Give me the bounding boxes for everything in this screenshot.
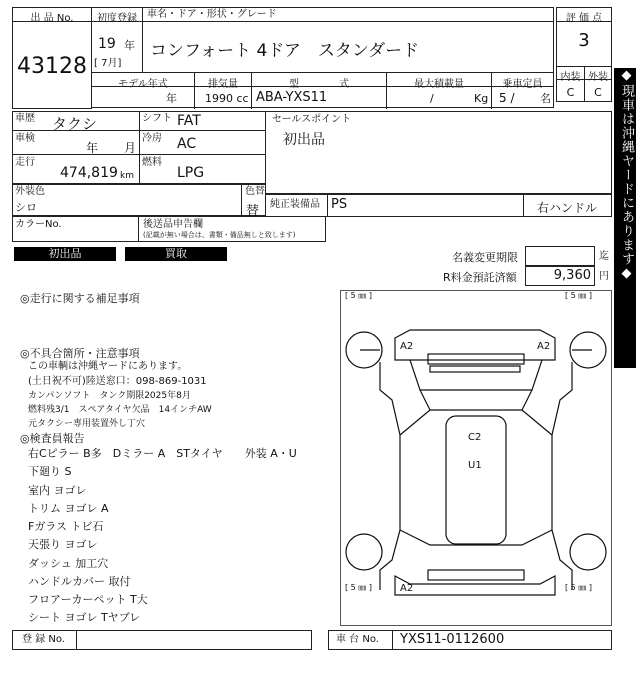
front-right-mark: A2 xyxy=(537,341,551,352)
score-label: 評 価 点 xyxy=(565,13,603,24)
ac-label: 冷房 xyxy=(142,133,162,144)
inspector-line: 天張り ヨゴレ xyxy=(28,538,98,551)
mileage-value: 474,819 xyxy=(60,165,118,181)
color-box xyxy=(12,184,266,216)
interior-grade: C xyxy=(566,86,575,99)
capacity-unit: 名 xyxy=(540,92,551,105)
equipment-value: PS xyxy=(331,197,348,212)
rear-left-mark: A2 xyxy=(400,583,414,594)
color-change-label: 色替 xyxy=(245,186,265,197)
defect-line: カンパンソフト タンク期限2025年8月 xyxy=(28,391,191,401)
score-value: 3 xyxy=(578,30,590,51)
shift-label: シフト xyxy=(142,113,172,124)
car-outline-diagram xyxy=(340,290,612,626)
inspector-line: ハンドルカバー 取付 xyxy=(28,575,131,588)
inspector-line: Fガラス トビ石 xyxy=(28,520,104,533)
car-name: コンフォート 4ドア スタンダード xyxy=(150,41,420,61)
tag-top-right: [ 5 ㎜ ] xyxy=(565,291,592,300)
model-year-unit: 年 xyxy=(166,92,177,105)
purchase-badge: 買取 xyxy=(125,247,227,261)
mileage-unit: km xyxy=(120,171,134,181)
type-value: ABA-YXS11 xyxy=(256,90,328,105)
sales-point-label: セールスポイント xyxy=(272,114,352,125)
score-divider xyxy=(584,80,585,102)
chassis-value: YXS11-0112600 xyxy=(400,632,505,647)
defect-line: 元タクシー専用装置外し丁穴 xyxy=(28,419,146,429)
car-name-label: 車名・ドア・形状・グレード xyxy=(147,9,277,20)
running-remarks-title: ◎走行に関する補足事項 xyxy=(20,292,140,305)
recycle-label: R料金預託済額 xyxy=(443,271,517,284)
documents-note: (記載が無い場合は、書類・備品無しと致します) xyxy=(143,231,296,239)
reg-no-label: 登 録 No. xyxy=(22,634,65,645)
first-reg-year-unit: 年 xyxy=(124,39,135,52)
defect-line: この車輌は沖縄ヤードにあります。 xyxy=(28,361,188,372)
lot-no: 43128 xyxy=(17,54,87,79)
color-change-value: 替 xyxy=(246,204,260,219)
inspection-label: 車検 xyxy=(15,133,35,144)
inspector-line: 右Cピラー B多 Dミラー A STタイヤ 外装 A・U xyxy=(28,447,297,460)
inspector-line: フロアーカーペット T大 xyxy=(28,593,148,606)
side-banner xyxy=(614,68,636,368)
fuel-value: LPG xyxy=(177,165,205,181)
documents-label: 後送品申告欄 xyxy=(143,219,203,230)
mileage-label: 走行 xyxy=(15,157,35,168)
recycle-unit: 円 xyxy=(599,271,609,282)
capacity-label: 乗車定員 xyxy=(502,79,543,90)
front-left-mark: A2 xyxy=(400,341,414,352)
exterior-grade: C xyxy=(594,86,602,99)
recycle-value: 9,360 xyxy=(553,268,591,283)
defect-line: (土日祝不可)陸送窓口：098-869-1031 xyxy=(28,376,207,387)
color-value: シロ xyxy=(15,201,37,214)
equipment-label: 純正装備品 xyxy=(270,199,320,210)
name-change-box xyxy=(525,246,595,266)
max-load-unit: Kg xyxy=(474,92,489,105)
lot-no-label: 出 品 No. xyxy=(30,13,74,24)
inspector-line: シート ヨゴレ Tヤブレ xyxy=(28,611,141,624)
color-divider xyxy=(241,184,242,216)
name-change-label: 名義変更期限 xyxy=(452,251,518,264)
sales-point-value: 初出品 xyxy=(283,132,325,148)
history-value: タクシ xyxy=(52,115,98,133)
reg-no-divider xyxy=(76,630,77,650)
type-label: 型 式 xyxy=(289,79,349,90)
fuel-label: 燃料 xyxy=(142,157,162,168)
roof-bottom-mark: U1 xyxy=(468,460,482,471)
defects-title: ◎不具合箇所・注意事項 xyxy=(20,347,140,360)
inspection-month: 月 xyxy=(124,141,137,155)
inspection-year: 年 xyxy=(86,141,99,155)
inspector-line: 室内 ヨゴレ xyxy=(28,484,87,497)
history-label: 車歴 xyxy=(15,113,35,124)
model-year-label: モデル年式 xyxy=(118,79,168,90)
tag-bottom-left: [ 5 ㎜ ] xyxy=(345,583,372,592)
tag-bottom-right: [ 5 ㎜ ] xyxy=(565,583,592,592)
inspector-title: ◎検査員報告 xyxy=(20,432,85,445)
chassis-label: 車 台 No. xyxy=(336,634,379,645)
displacement-value: 1990 cc xyxy=(205,92,249,105)
max-load-value: / xyxy=(430,92,434,105)
first-reg-year: 19 xyxy=(98,36,116,52)
inspector-line: ダッシュ 加工穴 xyxy=(28,557,109,570)
inspector-line: 下廻り S xyxy=(28,465,72,478)
capacity-value: 5 / xyxy=(499,91,515,105)
displacement-label: 排気量 xyxy=(208,79,238,90)
color-label: 外装色 xyxy=(15,186,45,197)
side-banner-text: ◆現車は沖縄ヤードにあります◆ xyxy=(619,68,634,282)
exterior-label: 外装 xyxy=(588,72,608,83)
handle-value: 右ハンドル xyxy=(537,201,598,215)
inspector-line: トリム ヨゴレ A xyxy=(28,502,109,515)
roof-top-mark: C2 xyxy=(468,432,482,443)
shift-value: FAT xyxy=(177,113,201,129)
name-change-unit: 迄 xyxy=(599,251,609,262)
first-reg-label: 初度登録 xyxy=(97,13,137,24)
ac-value: AC xyxy=(177,136,197,152)
defect-line: 燃料残3/1 スペアタイヤ欠品 14インチAW xyxy=(28,405,212,415)
max-load-label: 最大積載量 xyxy=(414,79,464,90)
first-listing-badge: 初出品 xyxy=(14,247,116,261)
color-no-label: カラーNo. xyxy=(15,219,62,230)
tag-top-left: [ 5 ㎜ ] xyxy=(345,291,372,300)
chassis-divider xyxy=(392,630,393,650)
interior-label: 内装 xyxy=(560,72,581,83)
first-reg-month: [ 7月] xyxy=(94,58,122,69)
